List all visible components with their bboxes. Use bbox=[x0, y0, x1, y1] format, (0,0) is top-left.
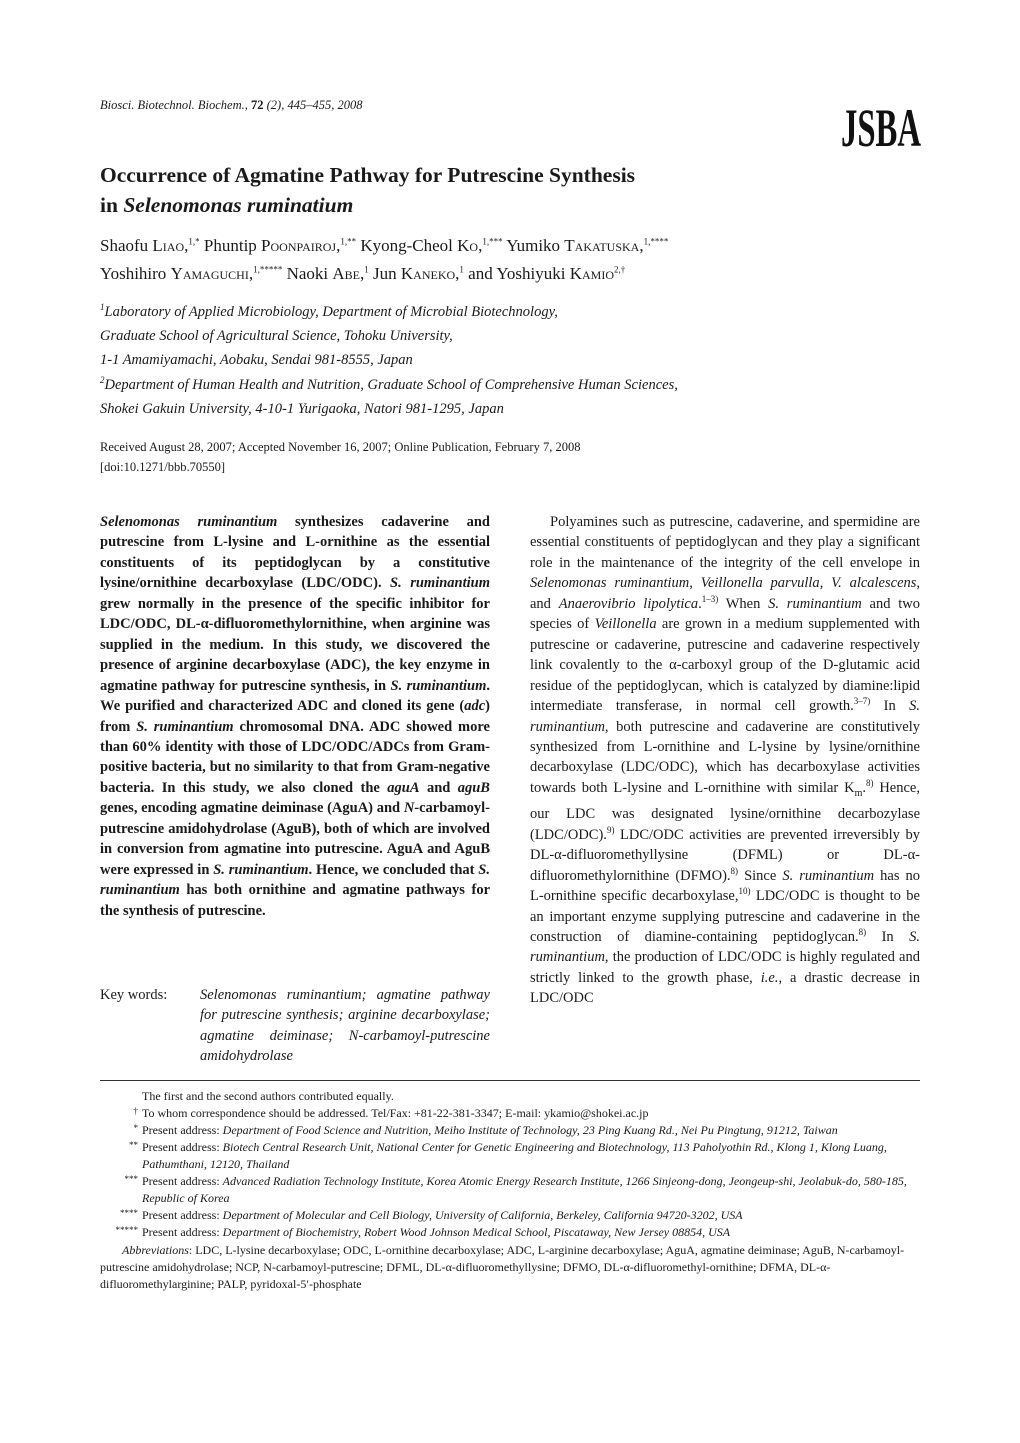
author-family-name: Abe bbox=[332, 264, 361, 283]
article-title bbox=[100, 160, 920, 220]
footnote: The first and the second authors contributed equally. bbox=[142, 1089, 394, 1103]
footnote: **** Present address: Department of Molecular and Cell Biology, University of California, Berkeley, California 94720-3202, USA bbox=[120, 1208, 743, 1222]
author-family-name: Liao bbox=[152, 236, 185, 255]
journal-issue-pages: (2), 445–455, 2008 bbox=[263, 98, 363, 112]
footnote: *** Present address: Advanced Radiation Technology Institute, Korea Atomic Energy Research Institute, 1266 Sinjeong-dong, Jeongeup-shi, Jeolabuk-do, 580-185, Republic of Korea bbox=[124, 1174, 907, 1205]
author-line-2: Yoshihiro Yamaguchi,$^{1,*****}$ Naoki Abe,$^1$ Jun Kaneko,$^1$ and Yoshiyuki Kamio$^{2,\dagger}$ bbox=[100, 264, 626, 283]
journal-volume: 72 bbox=[251, 98, 264, 112]
affiliation-line: Shokei Gakuin University, 4-10-1 Yurigaoka, Natori 981-1295, Japan bbox=[100, 400, 504, 417]
abbreviations: Abbreviations: LDC, L-lysine decarboxylase; ODC, L-ornithine decarboxylase; ADC, L-arginine decarboxylase; AguA, agmatine deiminase; AguB, N-carbamoyl-putrescine amidohydrolase; NCP, N-carbamoyl-putrescine; DFML, DL-α-difluoromethyllysine; DFMO, DL-α-difluoromethyl-ornithine; DFMA, DL-α-difluoromethylarginine; PALP, pyridoxal-5′-phosphate bbox=[100, 1243, 905, 1291]
title-organism: Selenomonas ruminatium bbox=[123, 193, 354, 217]
received-dates bbox=[100, 437, 580, 477]
introduction-text: Polyamines such as putrescine, cadaverine, and spermidine are essential constituents of peptidoglycan and they play a significant role in the maintenance of the integrity of the cell envelope in Selenomonas ruminantium, Veillonella parvulla, V. alcalescens, and Anaerovibrio lipolytica.$^{1-3)}$ When S. ruminantium and two species of Veillonella are grown in a medium supplemented with putrescine or cadaverine, putrescine and cadaverine respectively link covalently to the α-carboxyl group of the D-glutamic acid residue of the peptidoglycan, which is catalyzed by diamine:lipid intermediate transferase, in normal cell growth.$^{3-7)}$ In S. ruminantium, both putrescine and cadaverine are constitutively synthesized from L-ornithine and L-lysine by lysine/ornithine decarboxylase (LDC/ODC), which has decarboxylase activities towards both L-lysine and L-ornithine with similar $K_m.^{8)}$ Hence, our LDC was designated lysine/ornithine decarbozylase (LDC/ODC).$^{9)}$ LDC/ODC activities are prevented irreversibly by DL-α-difluoromethyllysine (DFML) or DL-α-difluoromethylornithine (DFMO).$^{8)}$ Since S. ruminantium has no L-ornithine specific decarboxylase,$^{10)}$ LDC/ODC is thought to be an important enzyme supplying putrescine and cadaverine in the construction of diamine-containing peptidoglycan.$^{8)}$ In S. ruminantium, the production of LDC/ODC is highly regulated and strictly linked to the growth phase, i.e., a drastic decrease in LDC/ODC bbox=[530, 514, 921, 1007]
affiliation-line: $^1$Laboratory of Applied Microbiology, Department of Microbial Biotechnology, bbox=[100, 302, 558, 320]
title-line-1: Occurrence of Agmatine Pathway for Putrescine Synthesis bbox=[100, 163, 636, 187]
affiliation-line: 1-1 Amamiyamachi, Aobaku, Sendai 981-8555, Japan bbox=[100, 352, 413, 369]
keywords-text: Selenomonas ruminantium; agmatine pathway for putrescine synthesis; arginine decarboxylase; agmatine deiminase; N-carbamoyl-putrescine amidohydrolase bbox=[200, 987, 490, 1065]
author-family-name: Ko bbox=[457, 236, 479, 255]
footnote-divider bbox=[100, 1080, 920, 1081]
keywords bbox=[100, 985, 490, 1067]
keywords-label: Key words: bbox=[100, 987, 168, 1003]
author-line-1: Shaofu Liao,$^{1,*}$ Phuntip Poonpairoj,$^{1,**}$ Kyong-Cheol Ko,$^{1,***}$ Yumiko Takatuska,$^{1,****}$ bbox=[100, 236, 669, 255]
author-family-name: Takatuska bbox=[564, 236, 640, 255]
logo-text: JSBA bbox=[841, 98, 922, 158]
affiliations bbox=[100, 300, 930, 421]
doi: [doi:10.1271/bbb.70550] bbox=[100, 460, 225, 474]
affiliation-line: $^2$Department of Human Health and Nutrition, Graduate School of Comprehensive Human Sciences, bbox=[100, 374, 678, 393]
footnotes bbox=[100, 1088, 920, 1293]
author-list bbox=[100, 232, 930, 288]
publication-dates: Received August 28, 2007; Accepted November 16, 2007; Online Publication, February 7, 2008 bbox=[100, 440, 581, 454]
author-family-name: Kaneko bbox=[400, 264, 456, 283]
author-family-name: Yamaguchi bbox=[170, 264, 249, 283]
footnote: ** Present address: Biotech Central Research Unit, National Center for Genetic Engineering and Biotechnology, 113 Paholyothin Rd., Klong 1, Klong Luang, Pathumthani, 12120, Thailand bbox=[129, 1140, 887, 1171]
abstract: Selenomonas ruminantium synthesizes cadaverine and putrescine from L-lysine and L-ornithine as the essential constituents of its peptidoglycan by a constitutive lysine/ornithine decarboxylase (LDC/ODC). S. ruminantium grew normally in the presence of the specific inhibitor for LDC/ODC, DL-α-difluoromethylornithine, when arginine was supplied in the medium. In this study, we discovered the presence of arginine decarboxylase (ADC), the key enzyme in agmatine pathway for putrescine synthesis, in S. ruminantium. We purified and characterized ADC and cloned its gene (adc) from S. ruminantium chromosomal DNA. ADC showed more than 60% identity with those of LDC/ODC/ADCs from Gram-positive bacteria, but no similarity to that from Gram-negative bacteria. In this study, we also cloned the aguA and aguB genes, encoding agmatine deiminase (AguA) and N-carbamoyl-putrescine amidohydrolase (AguB), both of which are involved in conversion from agmatine into putrescine. AguA and AguB were expressed in S. ruminantium. Hence, we concluded that S. ruminantium has both ornithine and agmatine pathways for the synthesis of putrescine. bbox=[100, 514, 491, 919]
footnote: † To whom correspondence should be addressed. Tel/Fax: +81-22-381-3347; E-mail: ykamio@shokei.ac.jp bbox=[133, 1106, 649, 1120]
affiliation-line: Graduate School of Agricultural Science, Tohoku University, bbox=[100, 328, 453, 345]
journal-citation: Biosci. Biotechnol. Biochem., 72 (2), 445–455, 2008 bbox=[100, 98, 363, 112]
author-family-name: Kamio bbox=[569, 264, 615, 283]
footnote: * Present address: Department of Food Science and Nutrition, Meiho Institute of Technology, 23 Ping Kuang Rd., Nei Pu Pingtung, 91212, Taiwan bbox=[133, 1123, 838, 1137]
title-line-2: in Selenomonas ruminatium bbox=[100, 193, 354, 217]
jsbba-logo bbox=[841, 98, 922, 158]
journal-name: Biosci. Biotechnol. Biochem. bbox=[100, 98, 245, 112]
footnote: ***** Present address: Department of Biochemistry, Robert Wood Johnson Medical School, Piscataway, New Jersey 08854, USA bbox=[115, 1225, 731, 1239]
author-family-name: Poonpairoj bbox=[261, 236, 337, 255]
